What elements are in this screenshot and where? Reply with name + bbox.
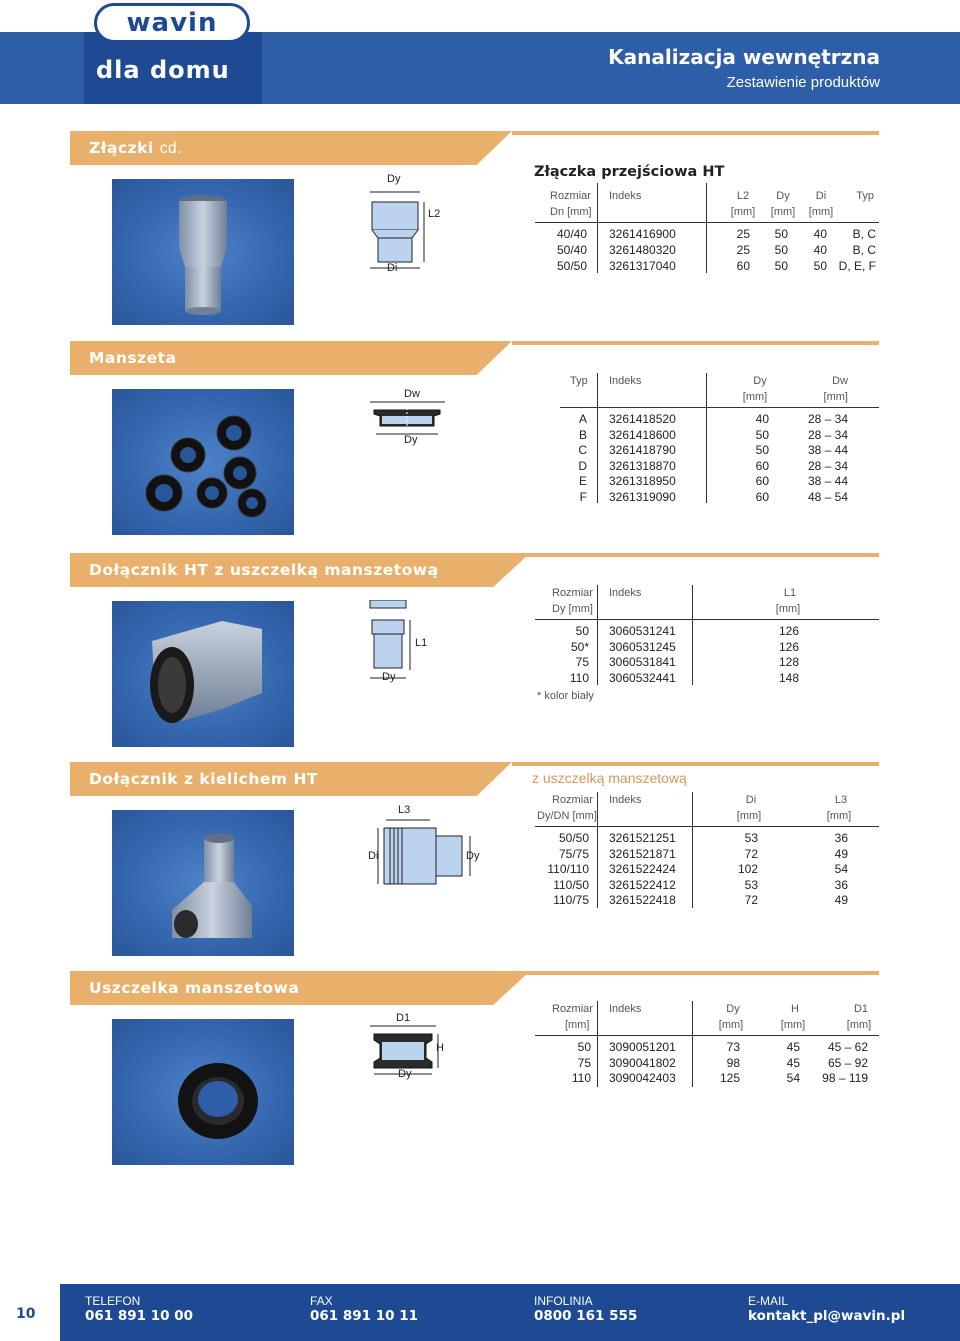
col-unit: Dy [mm] <box>552 603 593 615</box>
diagram-label: Di <box>387 262 398 274</box>
table-cell: 73 <box>726 1040 740 1054</box>
col-header: Dy <box>726 1003 740 1015</box>
diagram-label: Dw <box>404 388 420 400</box>
col-unit: [mm] <box>718 1019 744 1031</box>
table-cell: 60 <box>755 458 769 473</box>
diagram-label: L3 <box>398 804 411 816</box>
col-header: Rozmiar <box>552 794 593 806</box>
product-photo-uszczelka <box>112 1019 294 1165</box>
col-header: Indeks <box>609 587 642 599</box>
table-cell: 65 – 92 <box>827 1055 868 1070</box>
section-subtitle: z uszczelką manszetową <box>532 770 687 786</box>
footer-contact-infoline <box>534 1294 637 1324</box>
section-subtitle: Złączka przejściowa HT <box>534 164 725 180</box>
section-title-manszeta: Manszeta <box>89 349 177 367</box>
col-header: Di <box>745 794 757 806</box>
col-unit: Dn [mm] <box>550 206 592 218</box>
table-cell: A <box>578 412 587 426</box>
col-header: L2 <box>736 190 750 202</box>
table-cell: 3060531245 <box>609 639 676 654</box>
col-header: Rozmiar <box>552 587 593 599</box>
table-cell: 45 <box>786 1040 800 1054</box>
col-unit: [mm] <box>775 603 801 615</box>
table-cell: 3261522424 <box>609 862 676 876</box>
diagram-label: Dy <box>382 671 396 683</box>
table-cell: 50 <box>774 259 788 273</box>
table-cell: 50 <box>774 227 788 241</box>
table-cell: 40 <box>755 412 769 426</box>
table-cell: 110/75 <box>553 893 589 907</box>
diagram-label: Di <box>368 850 379 862</box>
col-header: L3 <box>834 794 848 806</box>
table-cell: 40 <box>813 227 827 241</box>
diagram-manszeta <box>360 390 455 460</box>
col-header: Dw <box>832 375 848 387</box>
diagram-label: H <box>436 1042 444 1054</box>
table-cell: 28 – 34 <box>807 458 848 473</box>
table-cell: 40 <box>813 243 827 257</box>
section-rule <box>512 341 879 345</box>
footer-label: INFOLINIA <box>534 1294 593 1308</box>
table-vline <box>597 585 598 685</box>
table-cell: 53 <box>744 831 758 845</box>
table-cell: 25 <box>736 227 750 241</box>
table-rule <box>535 222 879 223</box>
table-cell: 126 <box>778 639 799 654</box>
footer-contact-email <box>748 1294 905 1324</box>
col-header: D1 <box>853 1003 869 1015</box>
table-rule <box>535 1035 879 1036</box>
table-cell: 110/50 <box>553 877 589 892</box>
table-cell: 36 <box>834 877 848 892</box>
table-cell: 98 – 119 <box>822 1071 868 1085</box>
table-vline <box>692 585 693 685</box>
table-cell: 3060531241 <box>609 624 676 638</box>
col-unit: [mm] <box>780 1019 806 1031</box>
section-rule <box>512 762 879 766</box>
diagram-label: L2 <box>428 208 441 220</box>
uszczelka-image <box>112 1019 294 1165</box>
table-cell: 75 <box>577 1055 591 1070</box>
table-cell: 60 <box>755 474 769 488</box>
table-cell: 3261418520 <box>609 412 676 426</box>
page-title: Kanalizacja wewnętrzna <box>608 45 880 69</box>
section-title-dolacznik-ht: Dołącznik HT z uszczelką manszetową <box>89 561 439 579</box>
table-vline <box>692 1001 693 1087</box>
table-vline <box>597 373 598 503</box>
table-cell: 125 <box>719 1071 740 1085</box>
table-cell: 50/50 <box>558 831 589 845</box>
table-cell: 72 <box>744 846 758 861</box>
footer-label: FAX <box>310 1294 333 1308</box>
col-unit: [mm] <box>846 1019 872 1031</box>
section-rule <box>512 553 879 557</box>
table-cell: B, C <box>852 243 876 257</box>
table-cell: 98 <box>726 1055 740 1070</box>
table-cell: B <box>578 427 587 442</box>
table-cell: 3261418790 <box>609 443 676 457</box>
diagram-label: Dy <box>387 173 401 185</box>
table-cell: 3261319090 <box>609 489 676 504</box>
col-unit: [mm] <box>826 810 852 822</box>
page-number: 10 <box>16 1306 36 1322</box>
table-cell: 40/40 <box>556 227 587 241</box>
table-cell: 54 <box>834 862 848 876</box>
table-cell: 28 – 34 <box>807 412 848 426</box>
footer-value[interactable]: 0800 161 555 <box>534 1308 638 1324</box>
col-header: Indeks <box>609 375 642 387</box>
logo-text: wavin <box>126 8 218 38</box>
col-header: H <box>791 1003 799 1015</box>
table-cell: 128 <box>778 655 799 669</box>
col-header: Indeks <box>609 1003 642 1015</box>
table-cell: 50 <box>813 259 827 273</box>
dolacznik-kielich-image <box>112 810 294 956</box>
table-vline <box>597 1001 598 1087</box>
footer-value[interactable]: kontakt_pl@wavin.pl <box>748 1308 906 1324</box>
diagram-label: L1 <box>415 637 428 649</box>
col-header: L1 <box>783 587 797 599</box>
footer-label: E-MAIL <box>748 1294 789 1308</box>
footer-contact-phone <box>85 1294 193 1324</box>
table-cell: 110 <box>569 670 589 685</box>
section-rule <box>512 131 879 135</box>
footer-label: TELEFON <box>85 1294 141 1308</box>
product-photo-manszeta <box>112 389 294 535</box>
manszeta-image <box>112 389 294 535</box>
col-unit: [mm] <box>565 1019 590 1031</box>
table-cell: 3060531841 <box>609 655 676 669</box>
footer-value[interactable]: 061 891 10 00 <box>85 1308 194 1324</box>
table-cell: 3261522418 <box>609 893 676 907</box>
col-unit: [mm] <box>730 206 756 218</box>
diagram-label: Dy <box>398 1068 412 1080</box>
diagram-zlaczka <box>360 172 450 278</box>
section-title-dolacznik-kielich: Dołącznik z kielichem HT <box>89 770 318 788</box>
table-rule <box>535 619 879 620</box>
table-cell: 49 <box>834 846 848 861</box>
col-header: Rozmiar <box>552 1003 593 1015</box>
table-cell: 3261418600 <box>609 427 676 442</box>
table-cell: 48 – 54 <box>807 489 848 504</box>
section-rule <box>512 971 879 975</box>
table-cell: 38 – 44 <box>807 474 848 488</box>
table-cell: D, E, F <box>838 259 876 273</box>
product-photo-dolacznik-kielich <box>112 810 294 956</box>
table-cell: 60 <box>755 489 769 504</box>
table-cell: 3261521251 <box>609 831 676 845</box>
table-cell: 36 <box>834 831 848 845</box>
table-cell: 3060532441 <box>609 670 676 685</box>
col-unit: Dy/DN [mm] <box>537 810 597 822</box>
footer-contact-fax <box>310 1294 418 1324</box>
table-cell: 72 <box>744 893 758 907</box>
section-title-zlaczki: Złączki cd. <box>89 139 182 157</box>
table-cell: 3261521871 <box>609 846 676 861</box>
col-unit: [mm] <box>823 391 848 403</box>
table-cell: 45 <box>786 1055 800 1070</box>
wavin-logo[interactable] <box>94 3 250 43</box>
table-cell: 75 <box>575 655 589 669</box>
diagram-dolacznik-kielich <box>366 806 486 886</box>
table-cell: 50* <box>570 639 589 654</box>
table-cell: 50/40 <box>556 243 587 257</box>
section-title-uszczelka: Uszczelka manszetowa <box>89 979 300 997</box>
dolacznik-ht-image <box>112 601 294 747</box>
table-cell: 3261522412 <box>609 877 676 892</box>
table-cell: 110/110 <box>547 862 589 876</box>
table-cell: 49 <box>834 893 848 907</box>
col-header: Typ <box>856 190 874 202</box>
table-cell: 28 – 34 <box>807 427 848 442</box>
col-header: Indeks <box>609 190 642 202</box>
table-cell: 53 <box>744 877 758 892</box>
table-cell: 3261318950 <box>609 474 676 488</box>
col-unit: [mm] <box>736 810 762 822</box>
table-cell: 60 <box>736 259 750 273</box>
table-cell: 38 – 44 <box>807 443 848 457</box>
table-cell: 50 <box>577 1040 591 1054</box>
diagram-label: Dy <box>404 434 418 446</box>
table-cell: 54 <box>786 1071 800 1085</box>
page-subtitle: Zestawienie produktów <box>726 74 880 91</box>
footnote: * kolor biały <box>537 690 594 702</box>
col-header: Di <box>815 190 827 202</box>
table-cell: 50/50 <box>556 259 587 273</box>
table-cell: 3261317040 <box>609 259 676 273</box>
footer-value[interactable]: 061 891 10 11 <box>310 1308 419 1324</box>
table-cell: 50 <box>774 243 788 257</box>
col-unit: [mm] <box>742 391 768 403</box>
col-unit: [mm] <box>770 206 796 218</box>
table-cell: 3090042403 <box>609 1071 676 1085</box>
col-header: Rozmiar <box>550 190 591 202</box>
table-cell: 45 – 62 <box>827 1040 868 1054</box>
col-unit: [mm] <box>808 206 834 218</box>
table-cell: 3261416900 <box>609 227 676 241</box>
table-cell: 102 <box>737 862 758 876</box>
product-photo-zlaczka <box>112 179 294 325</box>
diagram-label: Dy <box>466 850 480 862</box>
table-vline <box>692 792 693 908</box>
table-cell: B, C <box>852 227 876 241</box>
col-header: Indeks <box>609 794 642 806</box>
table-cell: 50 <box>575 624 589 638</box>
table-cell: 75/75 <box>558 846 589 861</box>
table-cell: 110 <box>571 1071 591 1085</box>
table-cell: E <box>578 474 587 488</box>
table-cell: D <box>578 458 587 473</box>
table-cell: 126 <box>778 624 799 638</box>
col-header: Typ <box>570 375 588 387</box>
table-cell: 50 <box>755 443 769 457</box>
table-vline <box>706 183 707 273</box>
col-header: Dy <box>776 190 790 202</box>
table-vline <box>597 792 598 908</box>
table-cell: 3261318870 <box>609 458 676 473</box>
table-cell: C <box>578 443 587 457</box>
table-cell: F <box>579 489 587 504</box>
table-cell: 25 <box>736 243 750 257</box>
table-cell: 3261480320 <box>609 243 676 257</box>
product-photo-dolacznik-ht <box>112 601 294 747</box>
brand-subtitle: dla domu <box>96 56 230 84</box>
diagram-label: D1 <box>396 1012 411 1024</box>
table-cell: 148 <box>778 670 799 685</box>
table-vline <box>706 373 707 503</box>
table-cell: 50 <box>755 427 769 442</box>
table-rule <box>560 407 879 408</box>
table-vline <box>597 183 598 273</box>
table-cell: 3090051201 <box>609 1040 676 1054</box>
col-header: Dy <box>753 375 767 387</box>
table-cell: 3090041802 <box>609 1055 676 1070</box>
table-rule <box>535 826 879 827</box>
zlaczka-image <box>112 179 294 325</box>
